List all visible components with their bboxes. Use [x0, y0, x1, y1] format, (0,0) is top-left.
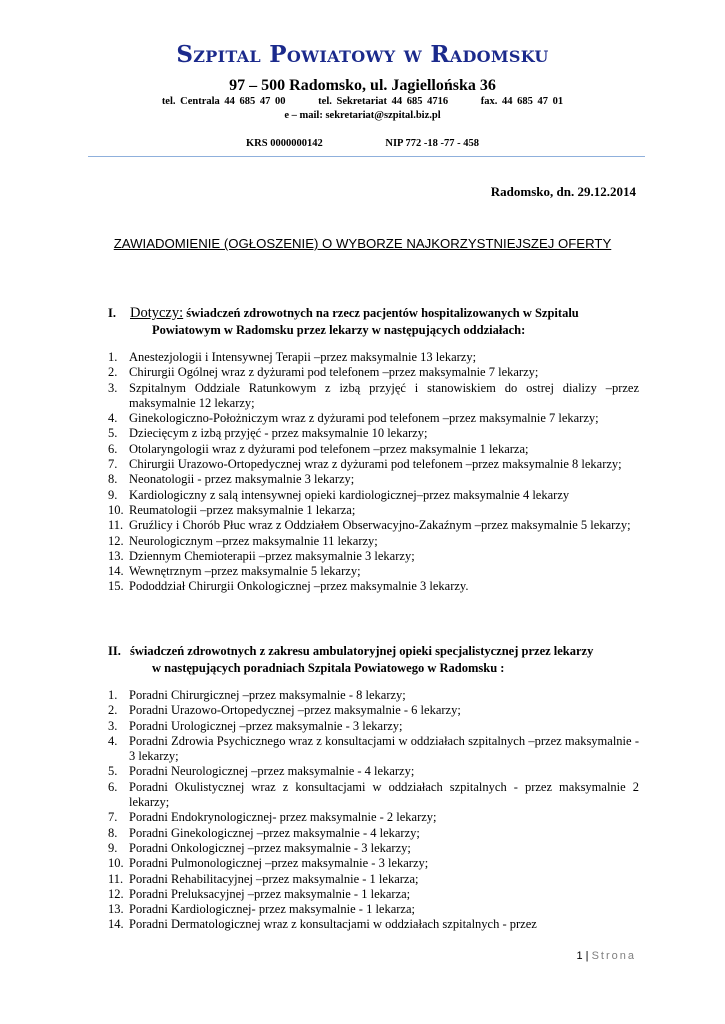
list-item-number: 11. [108, 871, 124, 886]
list-item-text: Poradni Preluksacyjnej –przez maksymalnie - 1 lekarza; [129, 886, 411, 901]
list-item-text: Poradni Okulistycznej wraz z konsultacjami w oddziałach szpitalnych - przez maksymalnie 2 lekarzy; [129, 779, 639, 810]
list-item [108, 488, 639, 503]
list-item-number: 14. [108, 917, 124, 932]
section-label: Dotyczy: [130, 305, 184, 321]
list-item-text: Gruźlicy i Chorób Płuc wraz z Oddziałem Obserwacyjno-Zakaźnym –przez maksymalnie 5 lekarzy; [129, 518, 631, 533]
section-1-line-2: Powiatowym w Radomsku przez lekarzy w następujących oddziałach: [152, 322, 526, 337]
hospital-name: Szpital Powiatowy w Radomsku [176, 41, 549, 68]
list-item [108, 564, 639, 579]
contact-email: e – mail: sekretariat@szpital.biz.pl [284, 110, 441, 121]
list-item-number: 13. [108, 548, 124, 563]
list-item-text: Poradni Chirurgicznej –przez maksymalnie - 8 lekarzy; [129, 688, 406, 702]
list-item-number: 9. [108, 840, 118, 855]
list-item [108, 826, 639, 841]
list-item-text: Chirurgii Ogólnej wraz z dyżurami pod telefonem –przez maksymalnie 7 lekarzy; [129, 365, 539, 380]
list-item-text: Reumatologii –przez maksymalnie 1 lekarza; [129, 502, 356, 517]
list-item [108, 780, 639, 811]
list-item-text: Dziennym Chemioterapii –przez maksymalnie 3 lekarzy; [129, 548, 415, 563]
list-item-number: 3. [108, 718, 118, 733]
list-item-number: 4. [108, 411, 118, 426]
list-item-number: 6. [108, 779, 118, 794]
list-item-number: 4. [108, 733, 118, 748]
list-item-number: 2. [108, 703, 118, 718]
list-item [108, 734, 639, 765]
fax-number: fax. 44 685 47 01 [480, 96, 564, 107]
list-item [108, 887, 639, 902]
list-item-text: Poradni Urazowo-Ortopedycznej –przez maksymalnie - 6 lekarzy; [129, 703, 461, 718]
section-number: II. [108, 644, 121, 658]
list-item [108, 457, 639, 472]
list-item-number: 1. [108, 350, 118, 364]
page-word: Strona [591, 950, 636, 962]
list-item-text: Poradni Urologicznej –przez maksymalnie - 3 lekarzy; [129, 718, 403, 733]
list-item-number: 11. [108, 518, 124, 533]
list-item [108, 917, 639, 932]
list-item [108, 856, 639, 871]
nip-number: NIP 772 -18 -77 - 458 [385, 138, 479, 149]
list-item-text: Poradni Rehabilitacyjnej –przez maksymalnie - 1 lekarza; [129, 871, 419, 886]
list-item-number: 13. [108, 902, 124, 917]
contact-phones [0, 96, 725, 107]
list-item-number: 8. [108, 472, 118, 487]
list-item-text: Poradni Neurologicznej –przez maksymalnie - 4 lekarzy; [129, 764, 415, 779]
list-item-number: 12. [108, 886, 124, 901]
list-item [108, 688, 639, 703]
list-item-number: 5. [108, 764, 118, 779]
tel-secretariat: tel. Sekretariat 44 685 4716 [318, 96, 449, 107]
list-item-text: Pododdział Chirurgii Onkologicznej –przez maksymalnie 3 lekarzy. [129, 579, 469, 594]
list-item [108, 579, 639, 594]
list-item-number: 9. [108, 487, 118, 502]
list-item [108, 472, 639, 487]
list-item [108, 518, 639, 533]
list-item-text: Wewnętrznym –przez maksymalnie 5 lekarzy; [129, 564, 361, 579]
list-item-number: 3. [108, 380, 118, 395]
list-item [108, 902, 639, 917]
list-item-text: Otolaryngologii wraz z dyżurami pod telefonem –przez maksymalnie 1 lekarza; [129, 441, 529, 456]
list-item [108, 549, 639, 564]
list-item [108, 503, 639, 518]
list-item-text: Poradni Kardiologicznej- przez maksymalnie - 1 lekarza; [129, 902, 415, 917]
section-2-line-2: w następujących poradniach Szpitala Powiatowego w Radomsku : [152, 660, 505, 675]
list-item [108, 411, 639, 426]
list-item-number: 10. [108, 856, 124, 871]
list-item-text: Poradni Dermatologicznej wraz z konsultacjami w oddziałach szpitalnych - przez [129, 917, 537, 932]
list-item-text: Neonatologii - przez maksymalnie 3 lekarzy; [129, 472, 355, 487]
list-item-text: Dziecięcym z izbą przyjęć - przez maksymalnie 10 lekarzy; [129, 426, 428, 441]
section-1-line-1 [130, 305, 638, 322]
list-item-number: 14. [108, 564, 124, 579]
list-item-text: Poradni Pulmonologicznej –przez maksymalnie - 3 lekarzy; [129, 856, 429, 871]
list-item-number: 15. [108, 579, 124, 594]
list-item [108, 764, 639, 779]
list-item-number: 2. [108, 365, 118, 380]
list-item [108, 426, 639, 441]
list-item-number: 6. [108, 441, 118, 456]
section-1-text-1: świadczeń zdrowotnych na rzecz pacjentów hospitalizowanych w Szpitalu [183, 306, 579, 320]
tel-central: tel. Centrala 44 685 47 00 [161, 96, 286, 107]
registry-numbers [0, 138, 725, 149]
list-item-number: 12. [108, 533, 124, 548]
list-item [108, 703, 639, 718]
list-item-text: Poradni Onkologicznej –przez maksymalnie - 3 lekarzy; [129, 840, 411, 855]
ward-list [108, 350, 639, 595]
notice-title: ZAWIADOMIENIE (OGŁOSZENIE) O WYBORZE NAJKORZYSTNIEJSZEJ OFERTY [113, 236, 612, 251]
list-item-text: Poradni Zdrowia Psychicznego wraz z konsultacjami w oddziałach szpitalnych –przez maksymalnie - 3 lekarzy; [129, 733, 639, 764]
list-item [108, 719, 639, 734]
clinic-list [108, 688, 639, 933]
krs-number: KRS 0000000142 [246, 138, 323, 149]
list-item-text: Chirurgii Urazowo-Ortopedycznej wraz z dyżurami pod telefonem –przez maksymalnie 8 lekarzy; [129, 457, 622, 472]
section-1-heading [108, 305, 638, 338]
list-item-number: 5. [108, 426, 118, 441]
list-item [108, 841, 639, 856]
list-item-text: Neurologicznym –przez maksymalnie 11 lekarzy; [129, 533, 378, 548]
list-item-number: 1. [108, 688, 118, 702]
list-item-number: 7. [108, 810, 118, 825]
list-item [108, 350, 639, 365]
list-item-text: Poradni Ginekologicznej –przez maksymalnie - 4 lekarzy; [129, 825, 420, 840]
page-footer [576, 950, 636, 962]
section-2-line-1: świadczeń zdrowotnych z zakresu ambulatoryjnej opieki specjalistycznej przez lekarzy [130, 644, 594, 658]
section-number: I. [108, 306, 116, 320]
hospital-address: 97 – 500 Radomsko, ul. Jagiellońska 36 [229, 77, 496, 94]
list-item-number: 7. [108, 457, 118, 472]
page-number: 1 [576, 950, 583, 962]
list-item [108, 442, 639, 457]
list-item-text: Anestezjologii i Intensywnej Terapii –przez maksymalnie 13 lekarzy; [129, 350, 477, 364]
footer-separator: | [585, 950, 589, 962]
header-divider [88, 156, 645, 157]
list-item [108, 365, 639, 380]
list-item-text: Ginekologiczno-Położniczym wraz z dyżurami pod telefonem –przez maksymalnie 7 lekarzy; [129, 411, 599, 426]
section-2-heading [108, 643, 638, 676]
list-item-number: 10. [108, 502, 124, 517]
list-item [108, 534, 639, 549]
list-item [108, 810, 639, 825]
list-item-text: Poradni Endokrynologicznej- przez maksymalnie - 2 lekarzy; [129, 810, 437, 825]
list-item-number: 8. [108, 825, 118, 840]
list-item-text: Szpitalnym Oddziale Ratunkowym z izbą przyjęć i stanowiskiem do ostrej dializy –przez maksymalnie 12 lekarzy; [129, 380, 639, 410]
document-date: Radomsko, dn. 29.12.2014 [490, 184, 636, 199]
list-item [108, 872, 639, 887]
list-item-text: Kardiologiczny z salą intensywnej opieki kardiologicznej–przez maksymalnie 4 lekarzy [129, 487, 570, 502]
list-item [108, 381, 639, 412]
